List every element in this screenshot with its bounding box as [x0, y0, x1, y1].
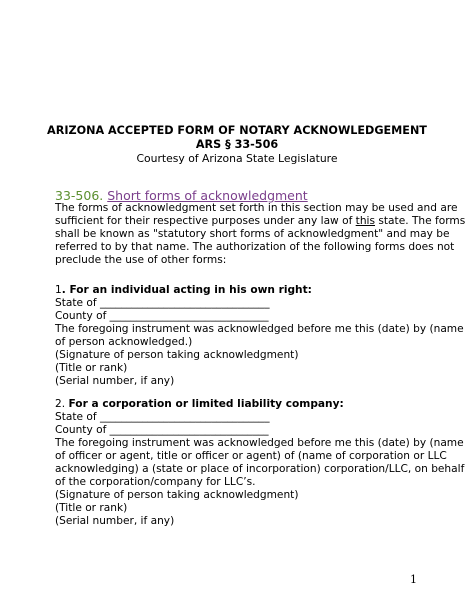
intro-paragraph	[55, 202, 466, 267]
intro-line: The forms of acknowledgment set forth in this section may be used and are	[55, 202, 458, 214]
intro-line: shall be known as "statutory short forms of acknowledgment" and may be	[55, 228, 450, 240]
form-2-text-line: of the corporation/company for LLC’s.	[55, 476, 256, 488]
section-title-link[interactable]: Short forms of acknowledgment	[107, 188, 308, 203]
statute-reference: ARS § 33-506	[195, 138, 279, 151]
intro-text: sufficient for their respective purposes under any law of	[55, 215, 356, 227]
section-number: 33-506	[55, 188, 100, 203]
form-2-state-line: State of ________________________________	[55, 411, 270, 423]
form-2-county-line: County of ______________________________	[55, 424, 269, 436]
form-2-title-rank: (Title or rank)	[55, 502, 128, 514]
form-2-text-line: The foregoing instrument was acknowledged before me this (date) by (name	[55, 437, 464, 449]
form-1-text-line: The foregoing instrument was acknowledged before me this (date) by (name	[55, 323, 464, 335]
form-1-number: 1	[55, 284, 62, 296]
document-title: ARIZONA ACCEPTED FORM OF NOTARY ACKNOWLEDGEMENT	[47, 124, 427, 137]
page-number: 1	[410, 573, 417, 586]
form-2-title: For a corporation or limited liability company:	[68, 398, 344, 410]
form-2-text-line: acknowledging) a (state or place of incorporation) corporation/LLC, on behalf	[55, 463, 465, 475]
intro-underlined-word: this	[355, 215, 376, 227]
form-1-heading	[55, 284, 435, 297]
section-dot: .	[99, 188, 108, 203]
form-1-state-line: State of ________________________________	[55, 297, 270, 309]
form-2-number: 2.	[55, 398, 69, 410]
form-2-signature: (Signature of person taking acknowledgment)	[55, 489, 299, 501]
form-1-signature: (Signature of person taking acknowledgment)	[55, 349, 299, 361]
form-1-text-line: of person acknowledged.)	[55, 336, 193, 348]
intro-line: referred to by that name. The authorization of the following forms does not	[55, 241, 455, 253]
form-2-serial: (Serial number, if any)	[55, 515, 175, 527]
form-1-county-line: County of ______________________________	[55, 310, 269, 322]
section-heading	[55, 189, 308, 202]
intro-text: state. The forms	[375, 215, 466, 227]
form-1-serial: (Serial number, if any)	[55, 375, 175, 387]
form-2-text-line: of officer or agent, title or officer or agent) of (name of corporation or LLC	[55, 450, 447, 462]
form-1-title: . For an individual acting in his own right:	[61, 284, 312, 296]
intro-line	[55, 215, 466, 228]
form-1-title-rank: (Title or rank)	[55, 362, 128, 374]
form-2-heading	[55, 398, 435, 411]
intro-line: preclude the use of other forms:	[55, 254, 227, 266]
courtesy-line: Courtesy of Arizona State Legislature	[136, 152, 338, 165]
